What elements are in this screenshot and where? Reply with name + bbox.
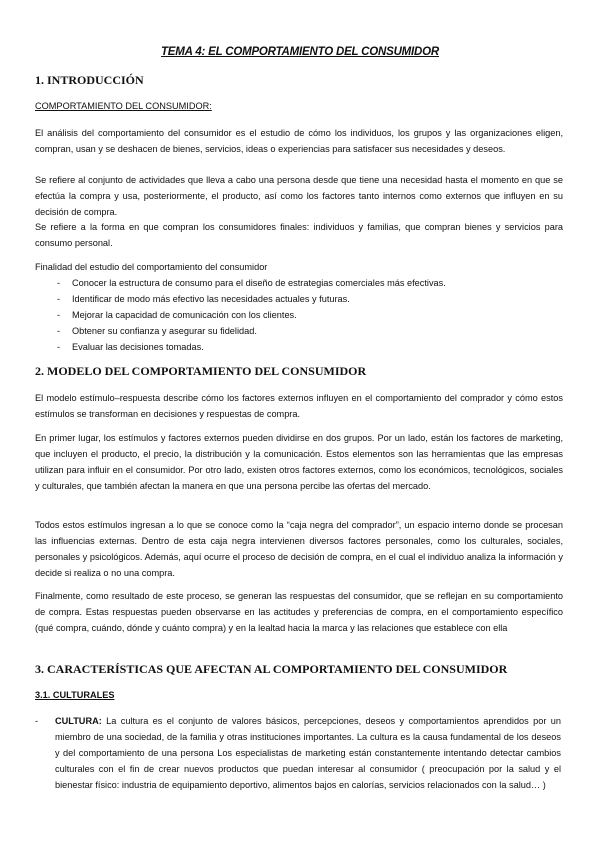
list-item: - Obtener su confianza y asegurar su fidelidad. xyxy=(35,323,446,339)
section-1-subheading: COMPORTAMIENTO DEL CONSUMIDOR: xyxy=(35,101,212,111)
paragraph-2-1: El modelo estímulo–respuesta describe cómo los factores externos influyen en el comportamiento del comprador y cómo estos estímulos se transforman en decisiones y respuestas de compra. xyxy=(35,393,563,419)
culture-item xyxy=(35,713,561,793)
paragraph-1-3: Se refiere a la forma en que compran los consumidores finales: individuos y familias, que compran bienes y servicios para consumo personal. xyxy=(35,222,563,248)
document-title: TEMA 4: EL COMPORTAMIENTO DEL CONSUMIDOR xyxy=(160,46,440,58)
culture-text: La cultura es el conjunto de valores básicos, percepciones, deseos y comportamientos aprendidos por un miembro de una sociedad, de la familia y otras instituciones importantes. La cultura es la causa fundamental de los deseos y del comportamiento de una persona Los especialistas de marketing están constantemente intentando detectar cambios culturales con el fin de crear nuevos productos que puedan interesar al consumidor ( preocupación por la salud y el bienestar físico: industria de equipamiento deportivo, alimentos bajos en calorías, servicios relacionados con la salud… ) xyxy=(55,716,561,790)
section-3-heading: 3. CARACTERÍSTICAS QUE AFECTAN AL COMPORTAMIENTO DEL CONSUMIDOR xyxy=(35,662,508,676)
paragraph-1-2: Se refiere al conjunto de actividades que lleva a cabo una persona desde que tiene una necesidad hasta el momento en que se efectúa la compra y usa, posteriormente, el producto, así como los factores tanto internos como externos que influyen en su decisión de compra. xyxy=(35,175,563,217)
culture-label: CULTURA: xyxy=(55,716,102,726)
purpose-list xyxy=(35,275,446,355)
list-item: - Identificar de modo más efectivo las necesidades actuales y futuras. xyxy=(35,291,446,307)
section-2-heading: 2. MODELO DEL COMPORTAMIENTO DEL CONSUMIDOR xyxy=(35,364,367,378)
purpose-list-intro: Finalidad del estudio del comportamiento del consumidor xyxy=(35,262,268,272)
paragraph-2-3: Todos estos estímulos ingresan a lo que se conoce como la “caja negra del comprador”, un espacio interno donde se procesan las influencias externas. Dentro de esta caja negra intervienen diversos factores personales, como los culturales, sociales, personales y psicológicos. Además, aquí ocurre el proceso de decisión de compra, en el cual el individuo analiza la información y decide si realiza o no una compra. xyxy=(35,520,563,578)
list-item: - Mejorar la capacidad de comunicación con los clientes. xyxy=(35,307,446,323)
section-3-1-subheading: 3.1. CULTURALES xyxy=(35,690,115,700)
section-1-heading: 1. INTRODUCCIÓN xyxy=(35,73,144,87)
list-item: - Conocer la estructura de consumo para el diseño de estrategias comerciales más efectivas. xyxy=(35,275,446,291)
list-item: - Evaluar las decisiones tomadas. xyxy=(35,339,446,355)
paragraph-2-4: Finalmente, como resultado de este proceso, se generan las respuestas del consumidor, que se reflejan en su comportamiento de compra. Estas respuestas pueden observarse en las actitudes y preferencias de compra, en el comportamiento específico (qué compra, cuándo, dónde y cuánto compra) y en la lealtad hacia la marca y las relaciones que establece con ella xyxy=(35,591,563,633)
paragraph-2-2: En primer lugar, los estímulos y factores externos pueden dividirse en dos grupos. Por un lado, están los factores de marketing, que incluyen el producto, el precio, la distribución y la comunicación. Estos elementos son las herramientas que las empresas utilizan para influir en el consumidor. Por otro lado, existen otros factores externos, como los económicos, tecnológicos, sociales y culturales, que también afectan la manera en que una persona percibe las ofertas del mercado. xyxy=(35,433,563,491)
bullet-dash: - xyxy=(35,716,39,726)
paragraph-1-1: El análisis del comportamiento del consumidor es el estudio de cómo los individuos, los grupos y las organizaciones eligen, compran, usan y se deshacen de bienes, servicios, ideas o experiencias para satisfacer sus necesidades y deseos. xyxy=(35,128,563,154)
